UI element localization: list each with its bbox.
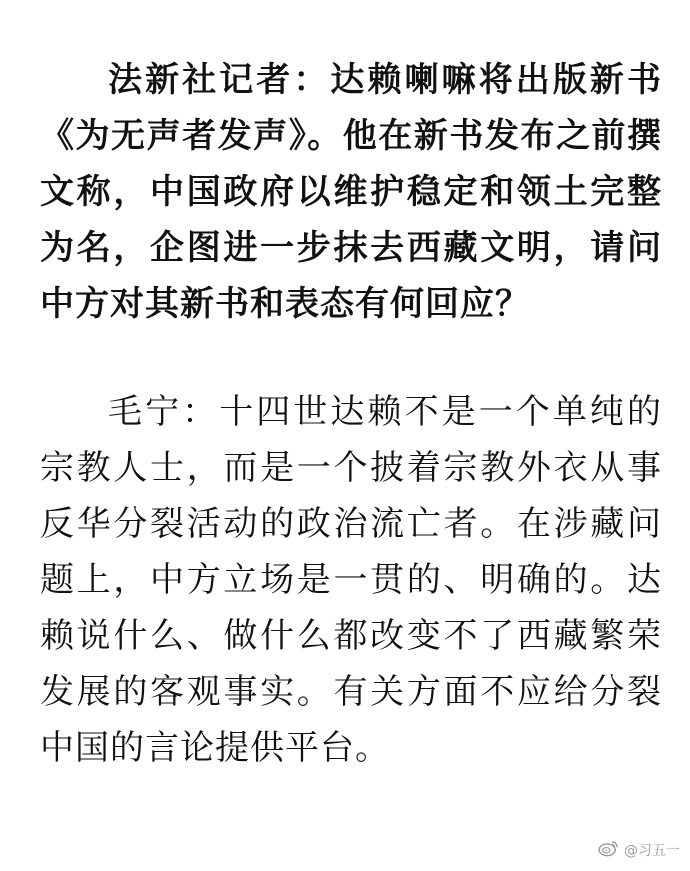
answer-paragraph: 毛宁：十四世达赖不是一个单纯的宗教人士，而是一个披着宗教外衣从事反华分裂活动的政治流亡者。在涉藏问题上，中方立场是一贯的、明确的。达赖说什么、做什么都改变不了西藏繁荣发展的客观事实。有关方面不应给分裂中国的言论提供平台。	[40, 392, 662, 768]
watermark-text: @习五一	[624, 843, 680, 859]
document-body	[40, 52, 662, 776]
question-paragraph: 法新社记者：达赖喇嘛将出版新书《为无声者发声》。他在新书发布之前撰文称，中国政府以维护稳定和领土完整为名，企图进一步抹去西藏文明，请问中方对其新书和表态有何回应？	[40, 60, 662, 324]
watermark	[598, 839, 680, 861]
weibo-icon	[598, 839, 620, 861]
